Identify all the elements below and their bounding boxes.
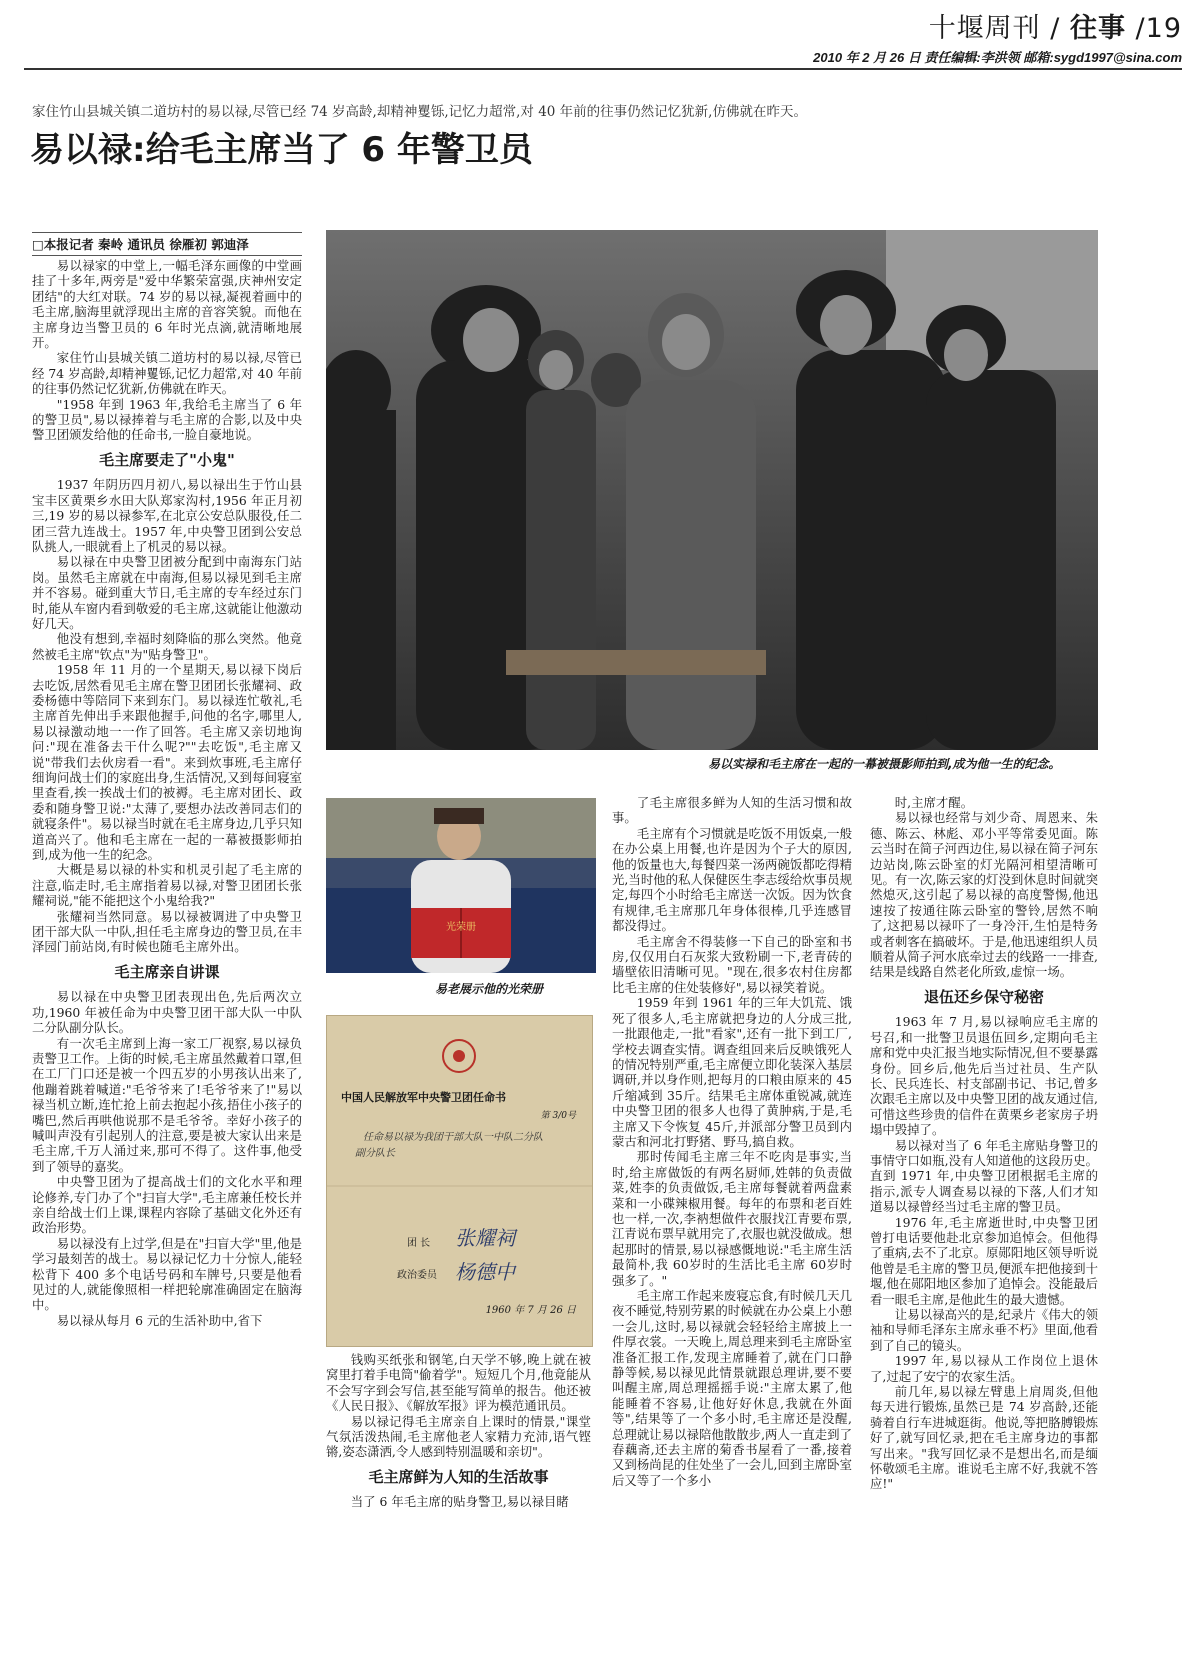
paragraph: 毛主席有个习惯就是吃饭不用饭桌,一般在办公桌上用餐,也许是因为个子大的原因,他的饭量也大,每餐四菜一汤两碗饭都吃得精光,当时他的私人保健医生李志绥给炊事员规定,每四个小时给毛主席送一次饭。因为饮食有规律,毛主席那几年身体很棒,几乎连感冒都没得过。 bbox=[612, 825, 852, 934]
paragraph: 时,主席才醒。 bbox=[894, 795, 974, 810]
paragraph: 毛主席舍不得装修一下自己的卧室和书房,仅仅用白石灰浆大致粉刷一下,老青砖的墙壁依旧清晰可见。"现在,很多农村住房都比毛主席的住处装修好",易以禄笑着说。 bbox=[612, 933, 852, 995]
subheading-1: 毛主席要走了"小鬼" bbox=[99, 450, 235, 469]
column-4 bbox=[870, 795, 1098, 1673]
honor-book-title: 光荣册 bbox=[446, 922, 476, 933]
paragraph: 毛主席工作起来废寝忘食,有时候几天几夜不睡觉,特别劳累的时候就在办公桌上小憩一会儿,这时,易以禄就会轻轻给主席披上一件厚衣裳。一天晚上,周总理来到毛主席卧室准备汇报工作,发现主席睡着了,就在门口静静等候,易以禄见此情景就跟总理讲,要不要叫醒主席,周总理摇摇手说:"主席太累了,他能睡着不容易,让他好好休息,我就在外面等",结果等了一个多小时,毛主席还是没醒,总理就让易以禄陪他散散步,两人一直走到了春藕斋,还去主席的菊香书屋看了一番,接着又到杨尚昆的住处坐了一会儿,回到主席卧室后又等了一个多小 bbox=[612, 1288, 852, 1488]
subheading-3: 毛主席鲜为人知的生活故事 bbox=[368, 1467, 549, 1486]
paragraph: 那时传闻毛主席三年不吃肉是事实,当时,给主席做饭的有两名厨师,姓韩的负责做菜,姓李的负责做饭,毛主席每餐就着两盘素菜和一小碟辣椒用餐。每年的布票和老百姓也一样,一次,李衲想做件衣服找江青要布票,江青说布票早就用完了,衣服也就没做成。想起那时的情景,易以禄感慨地说:"毛主席生活最简朴,我 60岁时的生活比毛主席 60岁时强多了。" bbox=[612, 1149, 852, 1288]
col1-part-a bbox=[32, 258, 302, 443]
paragraph: 张耀祠当然同意。易以禄被调进了中央警卫团干部大队一中队,担任毛主席身边的警卫员,在丰泽园门前站岗,有时候也随毛主席外出。 bbox=[32, 908, 302, 955]
honor-photo-caption: 易老展示他的光荣册 bbox=[435, 982, 544, 996]
byline: □本报记者 秦岭 通讯员 徐雁初 郭迪泽 bbox=[32, 232, 302, 256]
paragraph: 1937 年阴历四月初八,易以禄出生于竹山县宝丰区黄栗乡水田大队郑家沟村,1956 年正月初三,19 岁的易以禄参军,在北京公安总队服役,任二团三营九连战士。1957 年,中央警卫团到公安总队挑人,一眼就看上了机灵的易以禄。 bbox=[32, 477, 302, 554]
paragraph: 1958 年 11 月的一个星期天,易以禄下岗后去吃饭,居然看见毛主席在警卫团团长张耀祠、政委杨德中等陪同下来到东门。易以禄连忙敬礼,毛主席首先伸出手来跟他握手,问他的名字,哪里人,易以禄激动地一一作了回答。毛主席又亲切地询问:"现在准备去干什么呢?""去吃饭",毛主席又说"带我们去伙房看一看"。来到炊事班,毛主席仔细询问战士们的家庭出身,生活情况,又到每间寝室里查看,挨一挨战士们的被褥。毛主席对团长、政委和随身警卫说:"太薄了,要想办法改善同志们的就寝条件"。易以禄当时就在毛主席身边,几乎只知道高兴了。他和毛主席在一起的一幕被摄影师拍到,成为他一生的纪念。 bbox=[32, 662, 302, 863]
column-1 bbox=[32, 258, 302, 1673]
paragraph: 易以禄从每月 6 元的生活补助中,省下 bbox=[56, 1312, 263, 1328]
paragraph: "1958 年到 1963 年,我给毛主席当了 6 年的警卫员",易以禄捧着与毛主席的合影,以及中央警卫团颁发给他的任命书,一脸自豪地说。 bbox=[32, 396, 302, 443]
paragraph: 大概是易以禄的朴实和机灵引起了毛主席的注意,临走时,毛主席指着易以禄,对警卫团团长张耀祠说,"能不能把这个小鬼给我?" bbox=[32, 862, 302, 909]
honor-photo bbox=[326, 798, 596, 973]
commissar-signature: 杨德中 bbox=[455, 1260, 515, 1284]
masthead-meta: 2010 年 2 月 26 日 责任编辑:李洪领 邮箱:sygd1997@sina.com bbox=[813, 50, 1182, 65]
certificate-image bbox=[327, 1016, 592, 1346]
paragraph: 家住竹山县城关镇二道坊村的易以禄,尽管已经 74 岁高龄,却精神矍铄,记忆力超常,对 40 年前的往事仍然记忆犹新,仿佛就在昨天。 bbox=[32, 350, 302, 397]
masthead-brand: 十堰周刊 / 往事 /19 bbox=[928, 13, 1182, 44]
commander-signature: 张耀祠 bbox=[455, 1226, 515, 1250]
col1-part-b bbox=[32, 477, 302, 955]
main-photo-caption: 易以实禄和毛主席在一起的一幕被摄影师拍到,成为他一生的纪念。 bbox=[708, 757, 1061, 771]
paragraph: 前几年,易以禄左臂患上肩周炎,但他每天进行锻炼,虽然已是 74 岁高龄,还能骑着自行车进城逛街。他说,等把胳膊锻炼好了,就写回忆录,把在毛主席身边的事都写出来。"我写回忆录不是想出名,而是缅怀敬颂毛主席。谁说毛主席不好,我就不答应!" bbox=[870, 1384, 1098, 1492]
commissar-label: 政治委员 bbox=[397, 1270, 437, 1281]
paragraph: 1976 年,毛主席逝世时,中央警卫团曾打电话要他赴北京参加追悼会。但他得了重病,去不了北京。原郧阳地区领导听说他曾是毛主席的警卫员,便派车把他接到十堰,他在郧阳地区参加了追悼会。没能最后看一眼毛主席,是他此生的最大遗憾。 bbox=[870, 1214, 1098, 1307]
masthead-rule bbox=[24, 68, 1182, 70]
certificate-title: 中国人民解放军中央警卫团任命书 bbox=[341, 1091, 506, 1104]
page-number: 19 bbox=[1145, 13, 1182, 44]
certificate-body-2: 副分队长 bbox=[355, 1148, 395, 1159]
paragraph: 1959 年到 1961 年的三年大饥荒、饿死了很多人,毛主席就把身边的人分成三批,一批跟他走,一批"看家",还有一批下到工厂,学校去调查实情。调查组回来后反映饿死人的情况特别严重,毛主席便立即化装深入基层调研,并以身作则,把每月的口粮由原来的 45斤缩减到 35斤。结果毛主席体重锐减,就连中央警卫团的很多人也得了黄肿病,于是,毛主席又下令恢复 45斤,并派部分警卫员到内蒙古和河北打野猪、野马,搞自救。 bbox=[612, 995, 852, 1149]
brand-name: 十堰周刊 bbox=[928, 13, 1041, 44]
paragraph: 钱购买纸张和钢笔,白天学不够,晚上就在被窝里打着手电筒"偷着学"。短短几个月,他竟能从不会写字到会写信,甚至能写简单的报告。他还被《人民日报》、《解放军报》评为模范通讯员。 bbox=[326, 1352, 591, 1414]
main-photo-image bbox=[326, 230, 1098, 750]
paragraph: 易以禄也经常与刘少奇、周恩来、朱德、陈云、林彪、邓小平等常委见面。陈云当时在简子河西边住,易以禄在简子河东边站岗,陈云卧室的灯光隔河相望清晰可见。有一次,陈云家的灯没到休息时间就突然熄灭,这引起了易以禄的高度警惕,他迅速按了按通往陈云卧室的警铃,居然不响了,这把易以禄吓了一身冷汗,生怕是特务或者刺客在搞破坏。于是,他迅速组织人员顺着从简子河水底牵过去的线路一一排查,结果是线路自然老化所致,虚惊一场。 bbox=[870, 810, 1098, 980]
headline: 易以禄:给毛主席当了 6 年警卫员 bbox=[30, 130, 533, 170]
masthead bbox=[813, 6, 1182, 66]
certificate-number: 第 3/0号 bbox=[540, 1111, 576, 1121]
column-2 bbox=[326, 1352, 591, 1672]
paragraph: 让易以禄高兴的是,纪录片《伟大的领袖和导师毛泽东主席永垂不朽》里面,他看到了自己的镜头。 bbox=[870, 1307, 1098, 1353]
paragraph: 中央警卫团为了提高战士们的文化水平和理论修养,专门办了个"扫盲大学",毛主席兼任校长并亲自给战士们上课,课程内容除了基础文化外还有政治形势。 bbox=[32, 1174, 302, 1236]
column-3 bbox=[612, 795, 852, 1673]
subheading-4: 退伍还乡保守秘密 bbox=[923, 987, 1044, 1006]
lead-paragraph: 家住竹山县城关镇二道坊村的易以禄,尽管已经 74 岁高龄,却精神矍铄,记忆力超常,对 40 年前的往事仍然记忆犹新,仿佛就在昨天。 bbox=[32, 104, 807, 120]
col3-text bbox=[612, 795, 852, 1488]
commander-label: 团 长 bbox=[407, 1238, 431, 1249]
certificate-body-1: 任命易以禄为我团干部大队一中队二分队 bbox=[363, 1132, 543, 1143]
paragraph: 1997 年,易以禄从工作岗位上退休了,过起了安宁的农家生活。 bbox=[870, 1353, 1098, 1384]
col2-part-a bbox=[326, 1352, 591, 1460]
subheading-2: 毛主席亲自讲课 bbox=[114, 962, 220, 981]
col1-part-c bbox=[32, 989, 302, 1328]
col4-part-a bbox=[870, 795, 1098, 980]
paragraph: 易以禄记得毛主席亲自上课时的情景,"课堂气氛活泼热闹,毛主席他老人家精力充沛,语气铿锵,姿态潇洒,令人感到特别温暖和亲切"。 bbox=[326, 1413, 591, 1460]
paragraph: 易以禄对当了 6 年毛主席贴身警卫的事情守口如瓶,没有人知道他的这段历史。直到 1971 年,中央警卫团根据毛主席的指示,派专人调查易以禄的下落,人们才知道易以禄曾经当过毛主席的警卫员。 bbox=[870, 1137, 1098, 1215]
col4-part-b bbox=[870, 1014, 1098, 1492]
honor-photo-image bbox=[326, 798, 596, 973]
paragraph: 易以禄在中央警卫团表现出色,先后两次立功,1960 年被任命为中央警卫团干部大队一中队二分队副分队长。 bbox=[32, 989, 302, 1036]
paragraph: 当了 6 年毛主席的贴身警卫,易以禄目睹 bbox=[350, 1494, 569, 1510]
certificate-date: 1960 年 7 月 26 日 bbox=[485, 1305, 576, 1316]
paragraph: 他没有想到,幸福时刻降临的那么突然。他竟然被毛主席"钦点"为"贴身警卫"。 bbox=[32, 631, 302, 662]
paragraph: 有一次毛主席到上海一家工厂视察,易以禄负责警卫工作。上街的时候,毛主席虽然戴着口罩,但在工厂门口还是被一个四五岁的小男孩认出来了,他蹦着跳着喊道:"毛爷爷来了!毛爷爷来了!"易以禄当机立断,连忙抢上前去抱起小孩,捂住小孩子的嘴巴,然后再哄他说那不是毛爷爷。幸好小孩子的喊叫声没有引起别人的注意,要是被大家认出来是毛主席,千万人涌过来,那可不得了。这件事,他受到了领导的嘉奖。 bbox=[32, 1035, 302, 1174]
paragraph: 易以禄在中央警卫团被分配到中南海东门站岗。虽然毛主席就在中南海,但易以禄见到毛主席并不容易。碰到重大节日,毛主席的专车经过东门时,能从车窗内看到敬爱的毛主席,这就能让他激动好几天。 bbox=[32, 554, 302, 631]
paragraph: 易以禄没有上过学,但是在"扫盲大学"里,他是学习最刻苦的战士。易以禄记忆力十分惊人,能轻松背下 400 多个电话号码和车牌号,只要是他看见过的人,就能像照相一样把轮廓准确固定在脑海中。 bbox=[32, 1235, 302, 1313]
paragraph: 易以禄家的中堂上,一幅毛泽东画像的中堂画挂了十多年,两旁是"爱中华繁荣富强,庆神州安定团结"的大红对联。74 岁的易以禄,凝视着画中的毛主席,脑海里就浮现出主席的音容笑貌。而他在主席身边当警卫员的 6 年时光点滴,就清晰地展开。 bbox=[32, 258, 302, 351]
col2-part-b bbox=[326, 1494, 591, 1509]
main-photo bbox=[326, 230, 1098, 750]
paragraph: 了毛主席很多鲜为人知的生活习惯和故事。 bbox=[612, 795, 852, 826]
appointment-certificate bbox=[326, 1015, 593, 1347]
section-name: 往事 bbox=[1069, 13, 1126, 44]
paragraph: 1963 年 7 月,易以禄响应毛主席的号召,和一批警卫员退伍回乡,定期向毛主席和党中央汇报当地实际情况,但不要暴露身份。回乡后,他先后当过社员、生产队长、民兵连长、村支部副书记、书记,曾多次跟毛主席以及中央警卫团的战友通过信,可惜这些珍贵的信件在黄栗乡老家房子坍塌中毁掉了。 bbox=[870, 1014, 1098, 1138]
